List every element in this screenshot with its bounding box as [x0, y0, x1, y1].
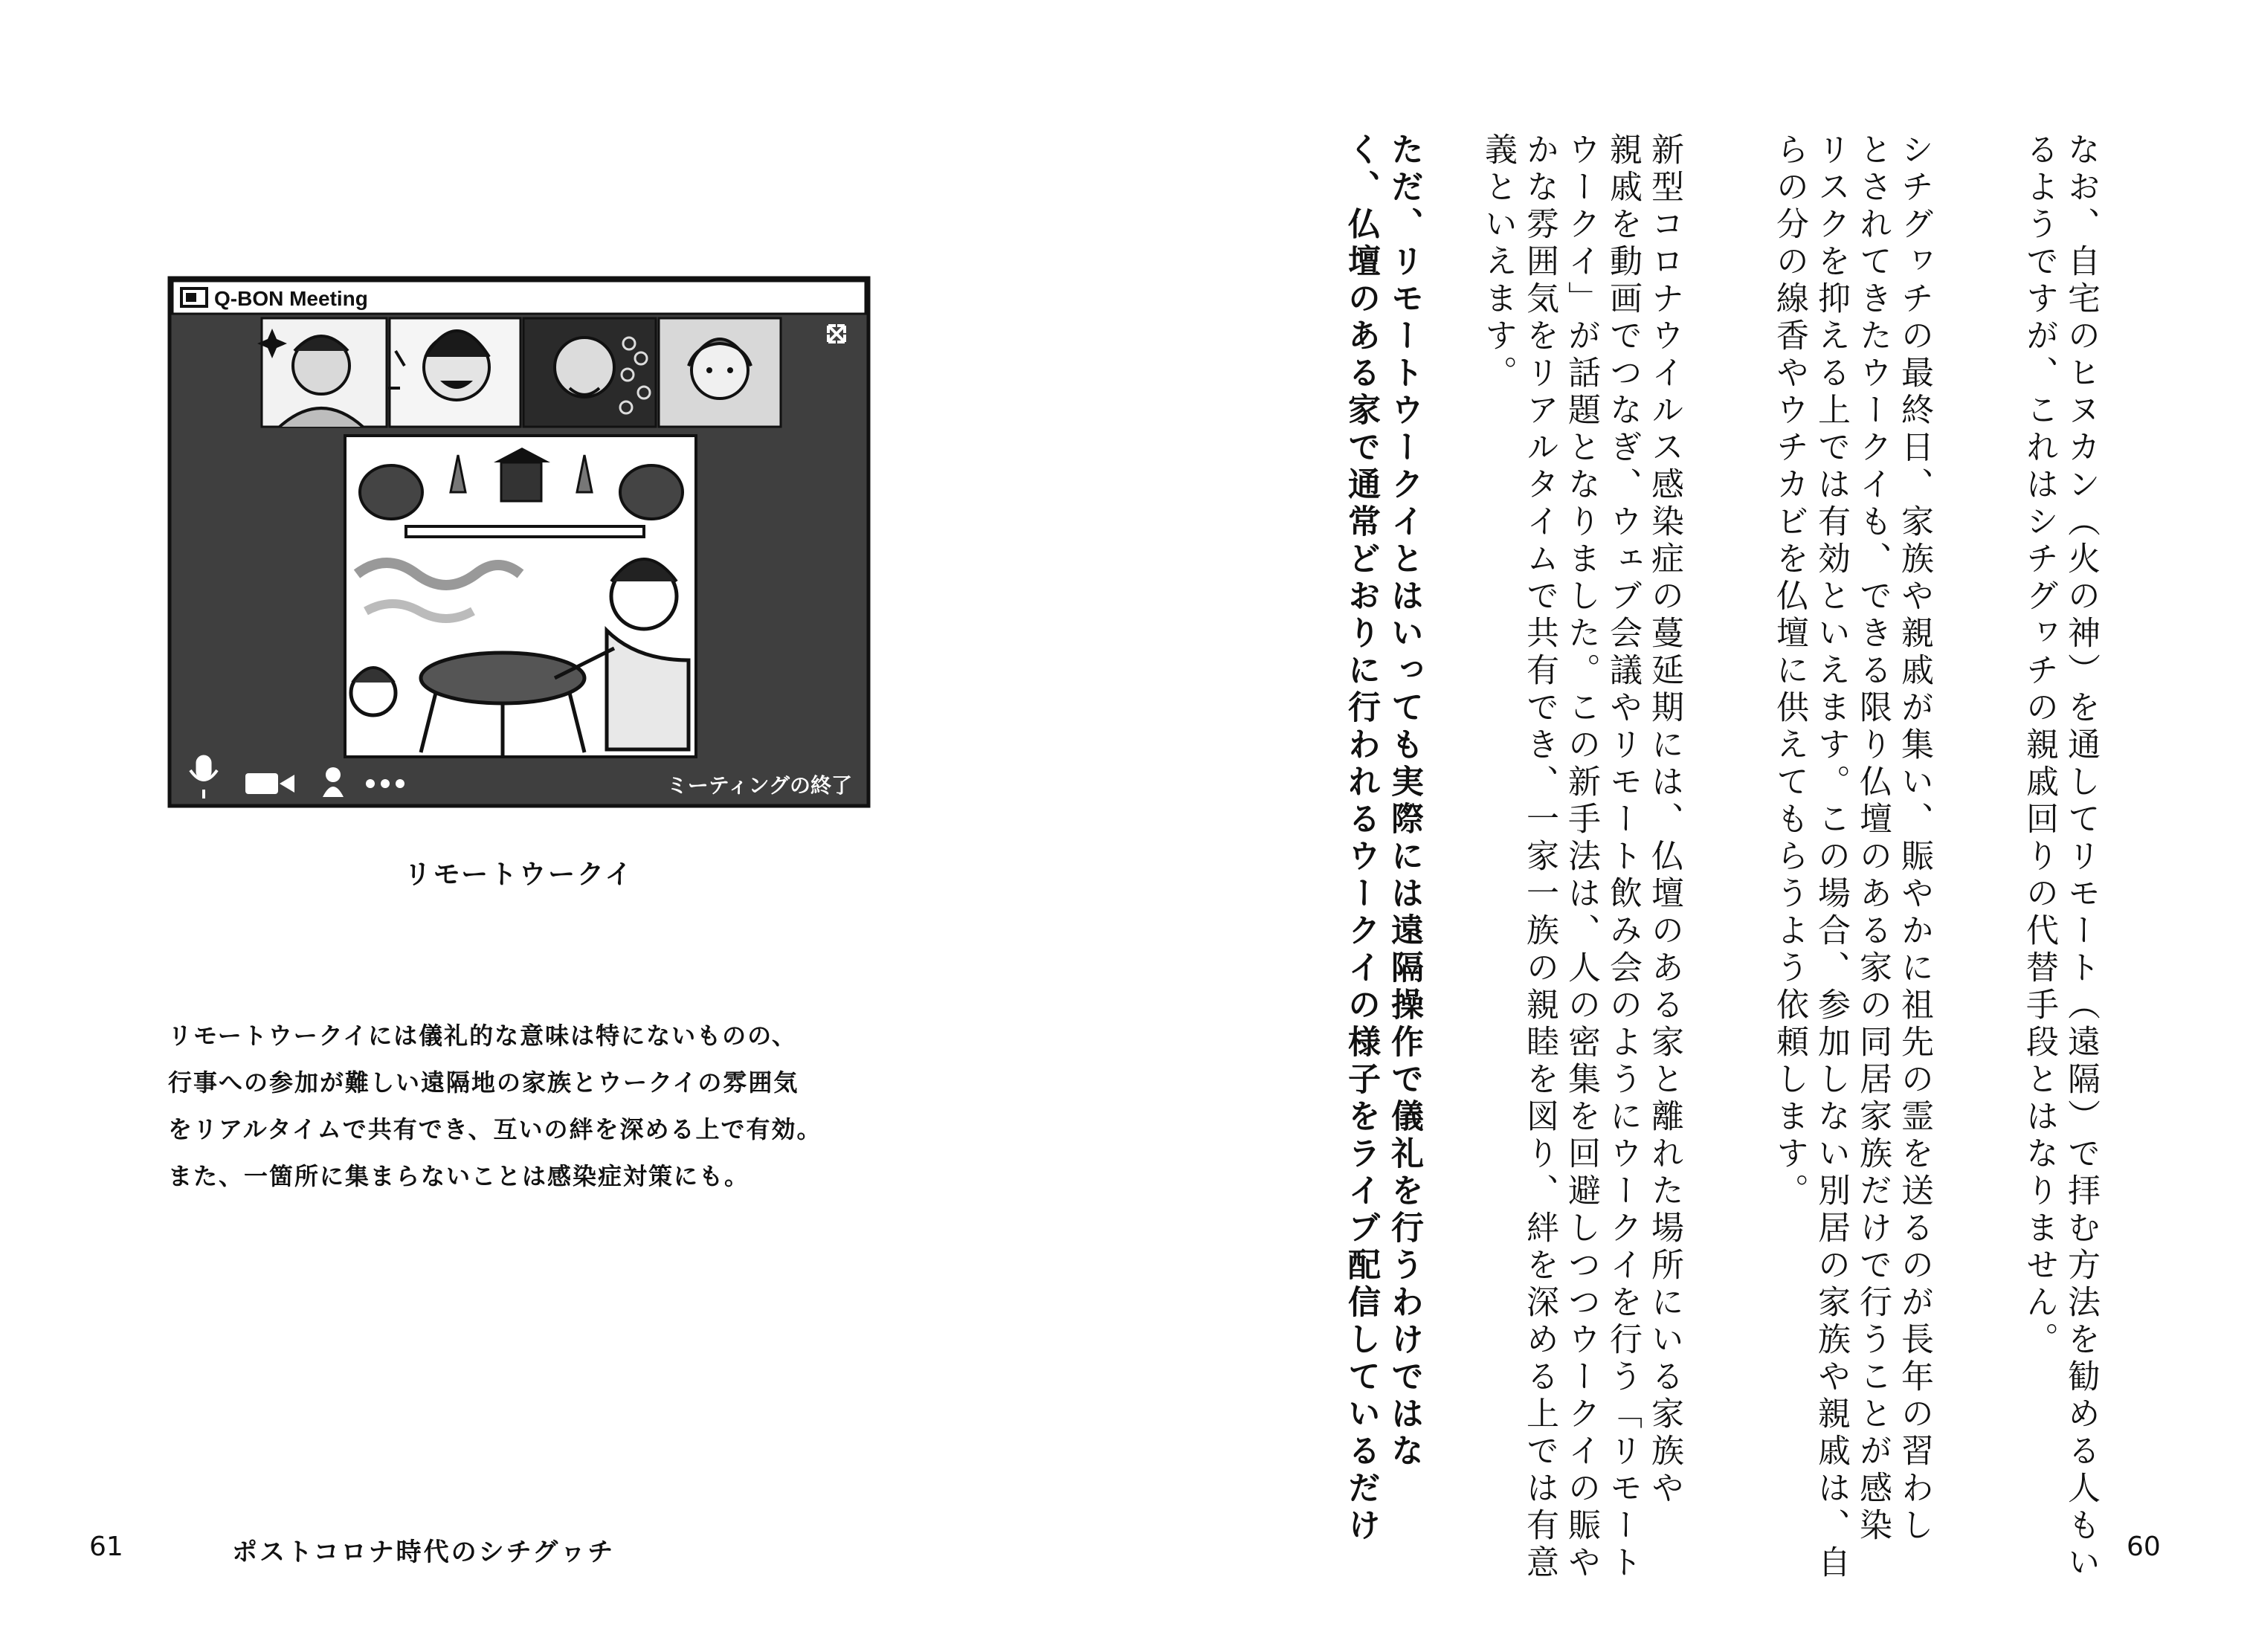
- description-line: 行事への参加が難しい遠隔地の家族とウークイの雰囲気: [168, 1068, 799, 1097]
- description-line: また、一箇所に集まらないことは感染症対策にも。: [168, 1162, 750, 1190]
- body-column: らの分の線香やウチカビを仏壇に供えてもらうよう依頼します。: [1770, 132, 1808, 1210]
- description-line: をリアルタイムで共有でき、互いの絆を深める上で有効。: [168, 1115, 822, 1143]
- running-head: ポストコロナ時代のシチグヮチ: [232, 1538, 616, 1567]
- body-column: なお、自宅のヒヌカン（火の神）を通してリモート（遠隔）で拝む方法を勧める人もい: [2062, 132, 2100, 1582]
- body-column: 新型コロナウイルス感染症の蔓延期には、仏壇のある家と離れた場所にいる家族や: [1645, 132, 1683, 1508]
- body-column: ウークイ」が話題となりました。この新手法は、人の密集を回避しつつウークイの賑や: [1562, 132, 1600, 1582]
- illustration-caption: リモートウークイ: [404, 859, 634, 890]
- participant-tile-4: [659, 318, 781, 427]
- description-line: リモートウークイには儀礼的な意味は特にないものの、: [168, 1022, 797, 1050]
- remote-ukui-illustration: [168, 277, 870, 807]
- page-number-right: 60: [2127, 1532, 2161, 1562]
- window-title: Q-BON Meeting: [214, 287, 368, 310]
- body-column: 親戚を動画でつなぎ、ウェブ会議やリモート飲み会のようにウークイを行う「リモート: [1604, 132, 1642, 1582]
- page-number-left: 61: [89, 1532, 123, 1562]
- end-meeting-label[interactable]: ミーティングの終了: [666, 773, 852, 798]
- body-column: シチグヮチの最終日、家族や親戚が集い、賑やかに祖先の霊を送るのが長年の習わし: [1895, 132, 1933, 1545]
- body-column: リスクを抑える上では有効といえます。この場合、参加しない別居の家族や親戚は、自: [1812, 132, 1850, 1582]
- meeting-window: [170, 278, 868, 806]
- participant-tile-3: [523, 318, 656, 427]
- bold-column: ただ、リモートウークイとはいっても実際には遠隔操作で儀礼を行うわけではな: [1385, 132, 1423, 1471]
- main-video: [345, 436, 696, 757]
- body-column: とされてきたウークイも、できる限り仏壇のある家の同居家族だけで行うことが感染: [1854, 132, 1892, 1545]
- participant-tile-2: [388, 318, 520, 427]
- bold-column: く、仏壇のある家で通常どおりに行われるウークイの様子をライブ配信しているだけ: [1342, 132, 1380, 1545]
- more-options-icon[interactable]: [366, 779, 404, 788]
- participant-tile-1: [257, 318, 387, 427]
- body-column: 義といえます。: [1479, 132, 1517, 393]
- body-column: かな雰囲気をリアルタイムで共有でき、一家一族の親睦を図り、絆を深める上では有意: [1521, 132, 1558, 1582]
- illustration-description: [168, 1013, 912, 1200]
- body-column: るようですが、これはシチグヮチの親戚回りの代替手段とはなりません。: [2020, 132, 2058, 1359]
